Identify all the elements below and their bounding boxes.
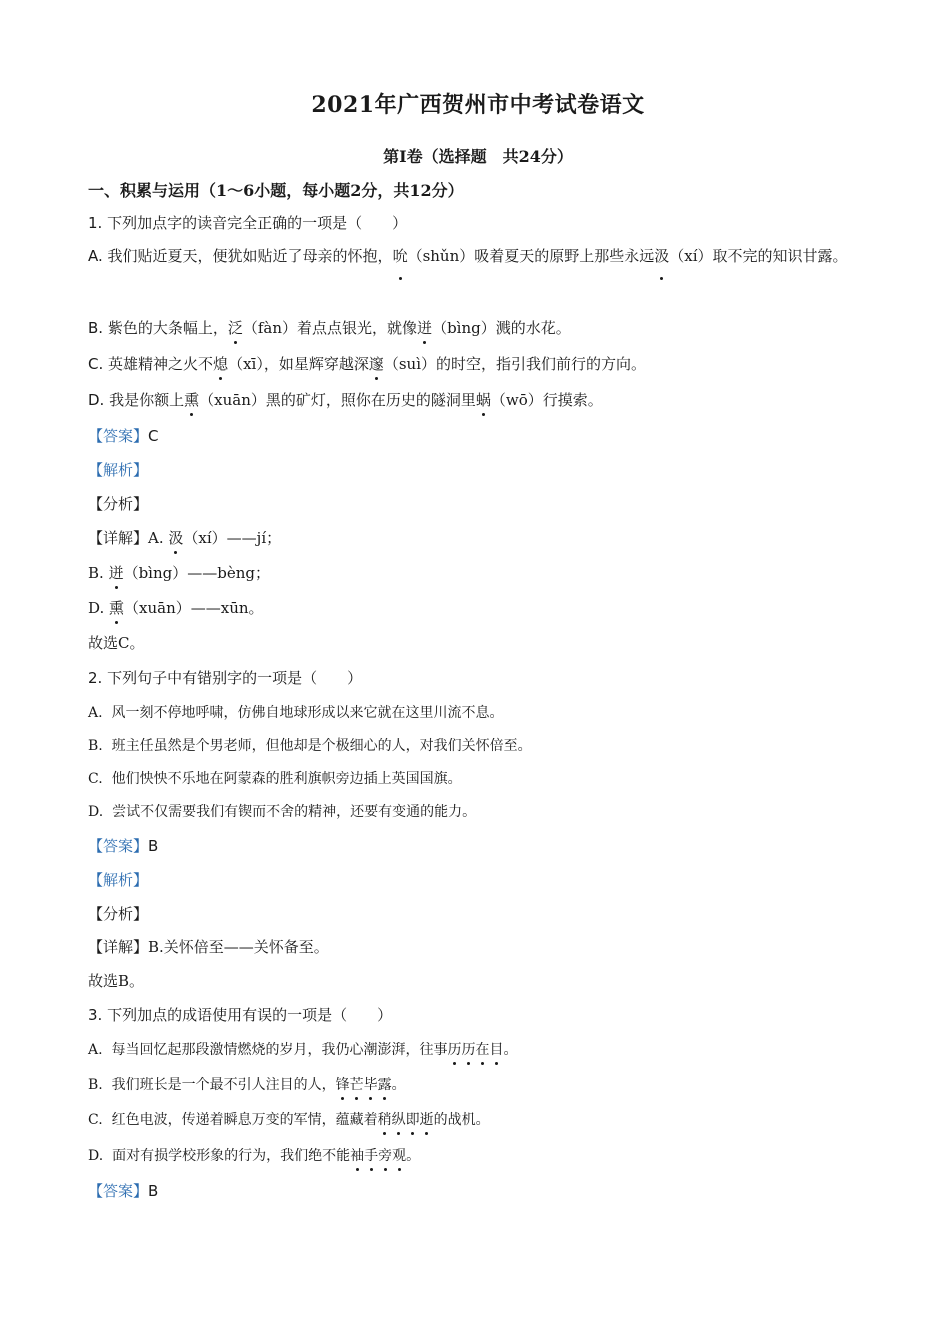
q1-detail-a: 【详解】A. 汲（xí）——jí； [88, 529, 282, 547]
q1-detail-b: B. 迸（bìng）——bèng； [88, 564, 270, 582]
emphasis-char: 历 [447, 1039, 461, 1059]
emphasis-char: 历 [461, 1039, 475, 1059]
q3-answer: 【答案】B [88, 1182, 159, 1200]
q1-option-d: D. 我是你额上熏（xuān）黑的矿灯，照你在历史的隧洞里蜗（wō）行摸索。 [88, 391, 603, 409]
question-1: 1. 下列加点字的读音完全正确的一项是（ ） [88, 214, 408, 232]
q3-option-d: D. 面对有损学校形象的行为，我们绝不能袖手旁观。 [88, 1145, 420, 1165]
q3-option-c: C. 红色电波，传递着瞬息万变的军情，蕴藏着稍纵即逝的战机。 [88, 1109, 490, 1129]
question-2: 2. 下列句子中有错别字的一项是（ ） [88, 669, 363, 687]
emphasis-char: 旁 [378, 1145, 392, 1165]
emphasis-char: 即 [406, 1109, 420, 1129]
q2-option-b: B. 班主任虽然是个男老师，但他却是个极细心的人，对我们关怀倍至。 [88, 738, 532, 754]
question-3: 3. 下列加点的成语使用有误的一项是（ ） [88, 1006, 393, 1024]
emphasis-char: 纵 [392, 1109, 406, 1129]
q2-detail: 【详解】B.关怀倍至——关怀备至。 [88, 938, 329, 956]
q1-option-c: C. 英雄精神之火不熄（xī），如星辉穿越深邃（suì）的时空，指引我们前行的方向。 [88, 355, 647, 373]
q1-answer: 【答案】C [88, 427, 159, 445]
emphasis-char: 露 [378, 1074, 392, 1094]
emphasis-char: 逝 [420, 1109, 434, 1129]
emphasis-char: 芒 [350, 1074, 364, 1094]
emphasis-char: 稍 [378, 1109, 392, 1129]
emphasis-char: 目 [489, 1039, 503, 1059]
q2-option-a: A. 风一刻不停地呼啸，仿佛自地球形成以来它就在这里川流不息。 [88, 705, 504, 721]
q2-option-c: C. 他们怏怏不乐地在阿蒙森的胜利旗帜旁边插上英国国旗。 [88, 771, 462, 787]
q3-option-a: A. 每当回忆起那段激情燃烧的岁月，我仍心潮澎湃，往事历历在目。 [88, 1039, 517, 1059]
emphasis-char: 手 [364, 1145, 378, 1165]
q2-answer: 【答案】B [88, 837, 159, 855]
emphasis-char: 在 [475, 1039, 489, 1059]
emphasis-char: 袖 [350, 1145, 364, 1165]
q2-option-d: D. 尝试不仅需要我们有锲而不舍的精神，还要有变通的能力。 [88, 804, 477, 820]
q2-fenxi-tag: 【分析】 [88, 905, 149, 923]
emphasis-char: 观 [392, 1145, 406, 1165]
q2-analysis-tag: 【解析】 [88, 871, 149, 889]
q1-detail-d: D. 熏（xuān）——xūn。 [88, 599, 264, 617]
emphasis-char: 锋 [336, 1074, 350, 1094]
section-heading: 一、积累与运用（1～6小题，每小题2分，共12分） [88, 181, 464, 200]
q1-option-a: A. 我们贴近夏天，便犹如贴近了母亲的怀抱，吮（shǔn）吸着夏天的原野上那些永远汲（xí）取不完的知识甘露。 [88, 238, 868, 274]
part-subtitle: 第Ⅰ卷（选择题 共24分） [383, 147, 573, 166]
q1-fenxi-tag: 【分析】 [88, 495, 149, 513]
page-title: 2021年广西贺州市中考试卷语文 [311, 92, 645, 118]
q3-option-b: B. 我们班长是一个最不引人注目的人，锋芒毕露。 [88, 1074, 406, 1094]
q2-conclusion: 故选B。 [88, 972, 145, 990]
q1-analysis-tag: 【解析】 [88, 461, 149, 479]
q1-conclusion: 故选C。 [88, 634, 145, 652]
emphasis-char: 毕 [364, 1074, 378, 1094]
q1-option-b: B. 紫色的大条幅上，泛（fàn）着点点银光，就像迸（bìng）溅的水花。 [88, 319, 571, 337]
